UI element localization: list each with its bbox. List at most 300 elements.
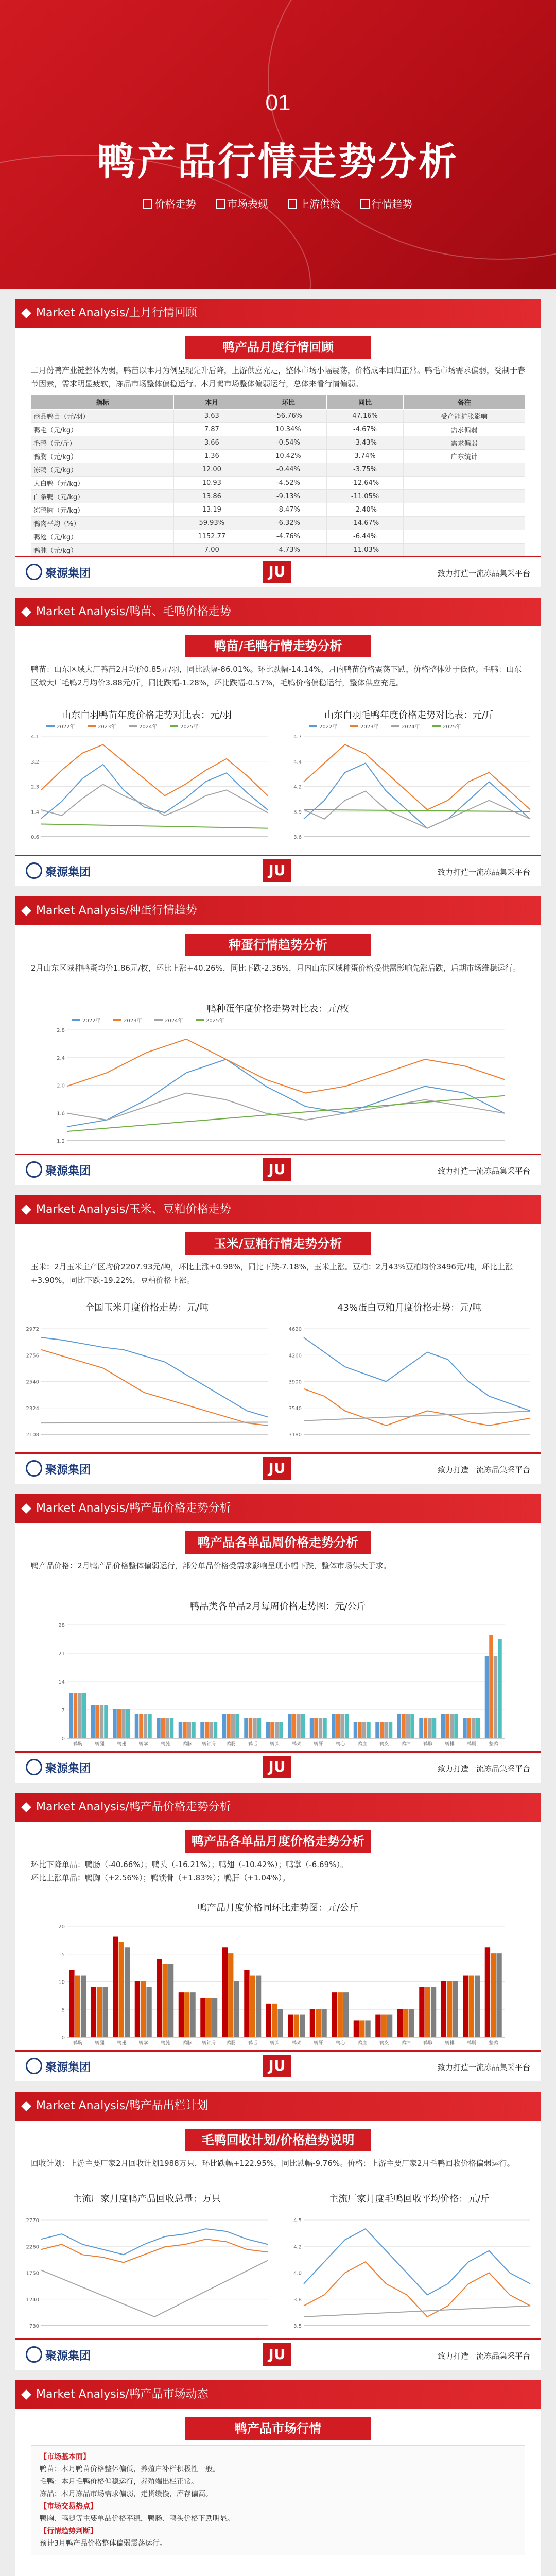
feed-text: 玉米：2月玉米主产区均价2207.93元/吨，环比上涨+0.98%，同比下跌-7.18%，玉米上涨。豆粕：2月43%豆粕均价3496元/吨，环比上涨+3.90%，同比下跌-19.22%，豆粕价格上涨。 bbox=[31, 1262, 513, 1285]
slide-footer bbox=[15, 2050, 541, 2081]
series-line bbox=[67, 1096, 505, 1131]
legend-label: 2023年 bbox=[360, 724, 379, 730]
tick-label: 21 bbox=[58, 1651, 65, 1657]
section-ribbon: 种蛋行情趋势分析 bbox=[185, 934, 371, 956]
table-cell: -4.52% bbox=[250, 477, 326, 490]
company-logo: 聚源集团 bbox=[26, 564, 91, 581]
bar bbox=[445, 1714, 449, 1738]
category-label: 鸭锁骨 bbox=[202, 1742, 216, 1747]
table-cell: 商品鸭苗（元/羽） bbox=[31, 410, 174, 423]
slogan: 致力打造一流冻品集采平台 bbox=[437, 868, 530, 877]
tag: 市场表现 bbox=[216, 198, 268, 210]
series-line bbox=[304, 810, 530, 812]
bar bbox=[113, 1709, 117, 1738]
bar bbox=[359, 2020, 364, 2037]
category-label: 鸭排 bbox=[445, 2041, 455, 2046]
bar bbox=[336, 1714, 340, 1738]
bar bbox=[257, 1718, 262, 1738]
slide-footer bbox=[15, 2338, 541, 2370]
tick-label: 3.9 bbox=[293, 809, 302, 816]
chart-title: 山东白羽鸭苗年度价格走势对比表：元/羽 bbox=[61, 710, 232, 721]
legend-label: 2023年 bbox=[98, 724, 116, 730]
table-cell: 3.63 bbox=[173, 410, 250, 423]
tag: 上游供给 bbox=[288, 198, 340, 210]
category-label: 鸭皮 bbox=[379, 2041, 389, 2046]
category-label: 鸭油 bbox=[401, 2041, 411, 2046]
tick-label: 2.0 bbox=[57, 1083, 65, 1089]
bar-chart bbox=[46, 1615, 510, 1759]
table-cell: 47.16% bbox=[326, 410, 403, 423]
section-header: Market Analysis/鸭苗、毛鸭价格走势 bbox=[15, 598, 541, 626]
category-label: 鸭皮 bbox=[379, 1742, 389, 1747]
slogan: 致力打造一流冻品集采平台 bbox=[437, 2063, 530, 2072]
bar bbox=[179, 1722, 183, 1738]
table-cell: 7.00 bbox=[173, 544, 250, 557]
tag: 行情趋势 bbox=[360, 198, 413, 210]
slide-footer bbox=[15, 1751, 541, 1783]
bar bbox=[463, 1976, 468, 2037]
bar bbox=[168, 1964, 173, 2037]
bar bbox=[310, 1718, 314, 1738]
bar bbox=[354, 2020, 359, 2037]
slogan: 致力打造一流冻品集采平台 bbox=[437, 569, 530, 578]
table-row bbox=[31, 503, 525, 517]
table-cell: 需求偏弱 bbox=[404, 423, 525, 436]
legend-label: 2022年 bbox=[319, 724, 338, 730]
category-label: 整鸭 bbox=[489, 1742, 498, 1747]
tick-label: 2540 bbox=[26, 1379, 39, 1385]
series-line bbox=[41, 1422, 268, 1423]
bar bbox=[472, 1718, 476, 1738]
bar bbox=[419, 1718, 423, 1738]
bar bbox=[496, 1953, 501, 2037]
category-label: 鸭头 bbox=[270, 1742, 280, 1747]
bar bbox=[447, 1981, 452, 2037]
category-label: 鸭肫 bbox=[161, 1742, 170, 1747]
bar bbox=[491, 1953, 496, 2037]
chart-recovery-volume bbox=[21, 2190, 273, 2343]
chart-title: 主流厂家月度毛鸭回收平均价格：元/斤 bbox=[328, 2194, 490, 2205]
bar bbox=[200, 1722, 204, 1738]
bar bbox=[406, 1714, 410, 1738]
slide-duckling-price bbox=[15, 598, 541, 886]
table-cell: -12.64% bbox=[326, 477, 403, 490]
slogan: 致力打造一流冻品集采平台 bbox=[437, 2351, 530, 2361]
bar bbox=[244, 1718, 248, 1738]
table-cell: -0.54% bbox=[250, 436, 326, 450]
slogan: 致力打造一流冻品集采平台 bbox=[437, 1166, 530, 1176]
slide-market-dynamics bbox=[15, 2380, 541, 2576]
bar bbox=[402, 1714, 406, 1738]
slide-hatching-egg bbox=[15, 896, 541, 1185]
tick-label: 3.5 bbox=[293, 2324, 302, 2329]
bar bbox=[163, 1964, 168, 2037]
legend-label: 2025年 bbox=[180, 724, 199, 730]
table-cell: 12.00 bbox=[173, 463, 250, 477]
bar bbox=[102, 1987, 108, 2037]
ju-logo: JU bbox=[263, 2055, 291, 2077]
series-line bbox=[304, 1337, 530, 1411]
table-cell: -4.67% bbox=[326, 423, 403, 436]
table-cell: 白条鸭（元/kg） bbox=[31, 490, 174, 503]
category-label: 鸭腿 bbox=[95, 1742, 105, 1747]
bar bbox=[227, 1714, 231, 1738]
bar bbox=[249, 1718, 253, 1738]
company-logo: 聚源集团 bbox=[26, 1759, 91, 1776]
table-cell: -2.40% bbox=[326, 503, 403, 517]
bar bbox=[231, 1714, 235, 1738]
bar bbox=[410, 1714, 414, 1738]
table-row bbox=[31, 544, 525, 557]
category-label: 鸭胗 bbox=[423, 1742, 433, 1747]
table-cell bbox=[404, 544, 525, 557]
tick-label: 4.2 bbox=[293, 784, 302, 790]
series-line bbox=[304, 1389, 530, 1426]
review-text: 二月份鸭产业链整体为弱，鸭苗以本月为例呈现先升后降，上游供应充足，整体市场小幅震荡，价格成本回归正常。鸭毛市场需求偏弱，受制于春节因素，需求明显疲软，冻品市场整体偏稳运行。本月鸭市场整体偏弱运行，总体来看行情偏弱。 bbox=[31, 366, 526, 388]
tick-label: 5 bbox=[61, 2007, 65, 2013]
tick-label: 10 bbox=[58, 1979, 65, 1986]
bar bbox=[190, 1992, 195, 2037]
line-chart bbox=[283, 2207, 535, 2341]
bar bbox=[95, 1705, 99, 1738]
bar bbox=[117, 1709, 121, 1738]
category-label: 鸭油 bbox=[401, 1742, 411, 1747]
table-cell: 59.93% bbox=[173, 517, 250, 530]
ju-logo: JU bbox=[263, 2343, 291, 2366]
table-row bbox=[31, 450, 525, 463]
bar bbox=[82, 1693, 86, 1738]
table-row bbox=[31, 477, 525, 490]
tick-label: 1.4 bbox=[31, 809, 39, 816]
legend-label: 2024年 bbox=[402, 724, 420, 730]
table-cell: -3.75% bbox=[326, 463, 403, 477]
bar bbox=[362, 1722, 367, 1738]
bar bbox=[485, 1947, 490, 2037]
series-line bbox=[41, 1337, 268, 1417]
table-cell: 毛鸭（元/斤） bbox=[31, 436, 174, 450]
line-chart bbox=[283, 1316, 535, 1450]
bar bbox=[206, 1998, 212, 2037]
table-cell: 13.19 bbox=[173, 503, 250, 517]
tick-label: 2770 bbox=[26, 2218, 39, 2224]
table-cell: 受产能扩张影响 bbox=[404, 410, 525, 423]
bar bbox=[157, 1959, 162, 2037]
bar bbox=[375, 1722, 379, 1738]
tick-label: 2.8 bbox=[57, 1028, 65, 1033]
table-cell: 鸭毛（元/kg） bbox=[31, 423, 174, 436]
ju-logo: JU bbox=[263, 1756, 291, 1778]
slogan: 致力打造一流冻品集采平台 bbox=[437, 1764, 530, 1773]
tick-label: 2.4 bbox=[57, 1055, 65, 1061]
bar bbox=[113, 1937, 118, 2037]
slide-monthly-price bbox=[15, 1793, 541, 2081]
category-label: 鸭排 bbox=[445, 1742, 455, 1747]
box-heading: 【行情趋势判断】 bbox=[40, 2527, 97, 2535]
bar bbox=[244, 1970, 249, 2037]
bar bbox=[135, 1714, 139, 1738]
section-ribbon: 玉米/豆粕行情走势分析 bbox=[185, 1232, 371, 1255]
tick-label: 3.8 bbox=[293, 2297, 302, 2303]
bar bbox=[253, 1718, 257, 1738]
bar bbox=[332, 1714, 336, 1738]
tick-label: 2756 bbox=[26, 1353, 39, 1359]
table-cell: -4.73% bbox=[250, 544, 326, 557]
bar bbox=[69, 1970, 74, 2037]
bar bbox=[119, 1942, 124, 2037]
bar bbox=[375, 2015, 380, 2037]
bar bbox=[250, 1976, 255, 2037]
table-row bbox=[31, 410, 525, 423]
tick-label: 2972 bbox=[26, 1327, 39, 1332]
bar bbox=[292, 1714, 297, 1738]
category-label: 鸭脖 bbox=[182, 1742, 192, 1747]
bar bbox=[463, 1718, 467, 1738]
table-cell: 鸭肫（元/kg） bbox=[31, 544, 174, 557]
company-logo: 聚源集团 bbox=[26, 2346, 91, 2363]
box-heading: 【市场基本面】 bbox=[40, 2453, 90, 2461]
duckling-text: 鸭苗：山东区域大厂鸭苗2月均价0.85元/羽，同比跌幅-86.01%。环比跌幅-14.14%，月内鸭苗价格震荡下跌，价格整体处于低位。毛鸭：山东区域大厂毛鸭2月均价3.88元/斤，同比跌幅-1.28%，环比跌幅-0.57%，毛鸭价格偏稳运行，整体供应充足。 bbox=[31, 665, 522, 687]
table-cell: -14.67% bbox=[326, 517, 403, 530]
table-cell: 10.93 bbox=[173, 477, 250, 490]
bar bbox=[409, 2009, 414, 2037]
table-header: 同比 bbox=[326, 395, 403, 410]
bar bbox=[192, 1722, 196, 1738]
tick-label: 7 bbox=[61, 1708, 65, 1714]
bar bbox=[288, 1714, 292, 1738]
table-cell: -56.76% bbox=[250, 410, 326, 423]
chart-title: 鸭种蛋年度价格走势对比表：元/枚 bbox=[206, 1004, 350, 1014]
tick-label: 2108 bbox=[26, 1432, 39, 1438]
slide-weekly-price bbox=[15, 1494, 541, 1783]
legend-swatch bbox=[432, 725, 441, 727]
category-label: 鸭翅 bbox=[117, 2041, 127, 2046]
bar bbox=[75, 1976, 80, 2037]
bar bbox=[146, 1987, 151, 2037]
bar bbox=[387, 2015, 392, 2037]
bar bbox=[367, 1722, 371, 1738]
table-row bbox=[31, 423, 525, 436]
chart-title: 鸭产品月度价格同环比走势图：元/公斤 bbox=[197, 1903, 359, 1913]
table-cell bbox=[404, 517, 525, 530]
bar bbox=[319, 1718, 323, 1738]
tick-label: 4.2 bbox=[293, 2244, 302, 2250]
category-label: 鸭腿 bbox=[95, 2041, 105, 2046]
section-header: Market Analysis/种蛋行情趋势 bbox=[15, 896, 541, 925]
category-label: 鸭心 bbox=[336, 2041, 345, 2046]
bar bbox=[332, 1992, 337, 2037]
bar bbox=[200, 1998, 205, 2037]
category-label: 鸭头 bbox=[270, 2041, 280, 2046]
table-row bbox=[31, 530, 525, 544]
bar bbox=[126, 1709, 130, 1738]
legend-label: 2025年 bbox=[443, 724, 461, 730]
category-label: 鸭架 bbox=[292, 2041, 302, 2046]
bar bbox=[235, 1714, 239, 1738]
legend-label: 2022年 bbox=[82, 1018, 101, 1024]
bar bbox=[294, 2015, 299, 2037]
legend-swatch bbox=[113, 1019, 121, 1021]
category-label: 鸭脯 bbox=[467, 1742, 477, 1747]
bar bbox=[389, 1722, 393, 1738]
slide-footer bbox=[15, 1154, 541, 1185]
table-cell: 冻鸭胸（元/kg） bbox=[31, 503, 174, 517]
bar bbox=[431, 1987, 436, 2037]
bar bbox=[476, 1718, 480, 1738]
bar bbox=[314, 1718, 318, 1738]
tick-label: 2260 bbox=[26, 2244, 39, 2250]
tick-label: 15 bbox=[58, 1952, 65, 1958]
bar bbox=[121, 1709, 126, 1738]
plan-text: 回收计划：上游主要厂家2月回收计划1988万只，环比跌幅+122.95%，同比跌幅-9.76%。价格：上游主要厂家2月毛鸭回收价格偏弱运行。 bbox=[31, 2159, 515, 2168]
bar bbox=[384, 1722, 388, 1738]
bar bbox=[222, 1947, 228, 2037]
legend-label: 2024年 bbox=[139, 724, 158, 730]
bar bbox=[310, 2009, 315, 2037]
bar bbox=[91, 1705, 95, 1738]
category-label: 鸭脖 bbox=[182, 2041, 192, 2046]
series-line bbox=[304, 763, 530, 828]
series-line bbox=[304, 744, 530, 809]
tick-label: 4.0 bbox=[293, 2270, 302, 2277]
tick-label: 3540 bbox=[288, 1405, 302, 1412]
tick-label: 20 bbox=[58, 1924, 65, 1930]
bar bbox=[454, 1714, 458, 1738]
bar bbox=[179, 1992, 184, 2037]
series-line bbox=[41, 1350, 268, 1426]
table-cell: -8.47% bbox=[250, 503, 326, 517]
series-line bbox=[67, 1039, 505, 1093]
bar bbox=[141, 1981, 146, 2037]
legend-swatch bbox=[154, 1019, 163, 1021]
category-label: 鸭锁骨 bbox=[202, 2041, 216, 2046]
chart-duckling bbox=[21, 706, 273, 854]
bar bbox=[279, 1722, 283, 1738]
bar bbox=[301, 1714, 305, 1738]
table-cell: 3.66 bbox=[173, 436, 250, 450]
section-ribbon: 鸭产品各单品周价格走势分析 bbox=[185, 1531, 371, 1554]
table-cell: -4.76% bbox=[250, 530, 326, 544]
chart-title: 山东白羽毛鸭年度价格走势对比表：元/斤 bbox=[324, 710, 495, 721]
category-label: 鸭舌 bbox=[248, 2041, 258, 2046]
category-label: 鸭血 bbox=[357, 2041, 367, 2046]
table-cell: 1.36 bbox=[173, 450, 250, 463]
bar bbox=[397, 1714, 402, 1738]
chart-title: 43%蛋白豆粕月度价格走势：元/吨 bbox=[337, 1302, 482, 1313]
cover-number: 01 bbox=[265, 90, 291, 115]
tick-label: 0 bbox=[61, 2035, 65, 2041]
bar bbox=[78, 1693, 82, 1738]
bar bbox=[498, 1639, 502, 1738]
bar bbox=[170, 1718, 174, 1738]
table-cell: 10.42% bbox=[250, 450, 326, 463]
bar bbox=[161, 1718, 165, 1738]
section-ribbon: 鸭产品月度行情回顾 bbox=[185, 336, 371, 359]
series-line bbox=[41, 2261, 268, 2317]
cover-tags bbox=[0, 196, 556, 211]
line-chart bbox=[21, 723, 273, 852]
bar bbox=[450, 1714, 454, 1738]
company-logo: 聚源集团 bbox=[26, 2058, 91, 2075]
category-label: 鸭架 bbox=[292, 1742, 302, 1747]
tag: 价格走势 bbox=[143, 198, 196, 210]
bar bbox=[157, 1718, 161, 1738]
bar bbox=[397, 2009, 403, 2037]
tick-label: 4.1 bbox=[31, 734, 39, 740]
tick-label: 3900 bbox=[288, 1379, 302, 1385]
table-header: 指标 bbox=[31, 395, 174, 410]
bar bbox=[441, 1714, 445, 1738]
bar bbox=[321, 2009, 326, 2037]
category-label: 整鸭 bbox=[489, 2041, 498, 2046]
box-line: 鸭苗：本月鸭苗价格整体偏低，养殖户补栏积极性一般。 bbox=[40, 2465, 220, 2473]
bar bbox=[234, 1981, 239, 2037]
table-cell: -0.44% bbox=[250, 463, 326, 477]
bar bbox=[144, 1714, 148, 1738]
bar bbox=[74, 1693, 78, 1738]
slide-footer bbox=[15, 556, 541, 587]
table-cell bbox=[404, 503, 525, 517]
chart-title: 主流厂家月度鸭产品回收总量：万只 bbox=[73, 2194, 221, 2205]
series-line bbox=[41, 784, 268, 816]
legend-label: 2022年 bbox=[57, 724, 75, 730]
bar bbox=[343, 1992, 349, 2037]
legend-label: 2023年 bbox=[124, 1018, 142, 1024]
category-label: 鸭肠 bbox=[226, 1742, 236, 1747]
legend-swatch bbox=[129, 725, 137, 727]
table-row bbox=[31, 490, 525, 503]
bar bbox=[256, 1976, 261, 2037]
table-row bbox=[31, 436, 525, 450]
legend-swatch bbox=[46, 725, 55, 727]
bar bbox=[323, 1718, 327, 1738]
tick-label: 3.6 bbox=[293, 835, 302, 840]
bar bbox=[424, 1718, 428, 1738]
bar bbox=[187, 1722, 192, 1738]
bar bbox=[165, 1718, 169, 1738]
bar bbox=[340, 1714, 344, 1738]
line-chart bbox=[21, 1316, 273, 1450]
bar bbox=[316, 2009, 321, 2037]
section-header: Market Analysis/玉米、豆粕价格走势 bbox=[15, 1195, 541, 1224]
category-label: 鸭胸 bbox=[73, 1742, 83, 1747]
table-cell bbox=[404, 490, 525, 503]
bar bbox=[69, 1693, 73, 1738]
section-ribbon: 毛鸭回收计划/价格趋势说明 bbox=[185, 2129, 371, 2151]
table-row bbox=[31, 517, 525, 530]
tick-label: 1750 bbox=[26, 2270, 39, 2277]
tick-label: 14 bbox=[58, 1680, 65, 1685]
tick-label: 3.2 bbox=[31, 759, 39, 765]
legend-swatch bbox=[88, 725, 96, 727]
bar bbox=[266, 2004, 271, 2037]
table-cell: 7.87 bbox=[173, 423, 250, 436]
bar bbox=[183, 1722, 187, 1738]
bar bbox=[135, 1981, 140, 2037]
bar bbox=[277, 2009, 283, 2037]
bar bbox=[432, 1718, 437, 1738]
bar bbox=[148, 1714, 152, 1738]
table-cell: -9.13% bbox=[250, 490, 326, 503]
bar bbox=[272, 2004, 277, 2037]
tick-label: 4.5 bbox=[293, 2218, 302, 2224]
table-header: 备注 bbox=[404, 395, 525, 410]
bar bbox=[403, 2009, 408, 2037]
section-header: Market Analysis/鸭产品价格走势分析 bbox=[15, 1494, 541, 1523]
bar bbox=[275, 1722, 279, 1738]
tick-label: 1240 bbox=[26, 2297, 39, 2303]
bar bbox=[97, 1987, 102, 2037]
ju-logo: JU bbox=[263, 1158, 291, 1181]
